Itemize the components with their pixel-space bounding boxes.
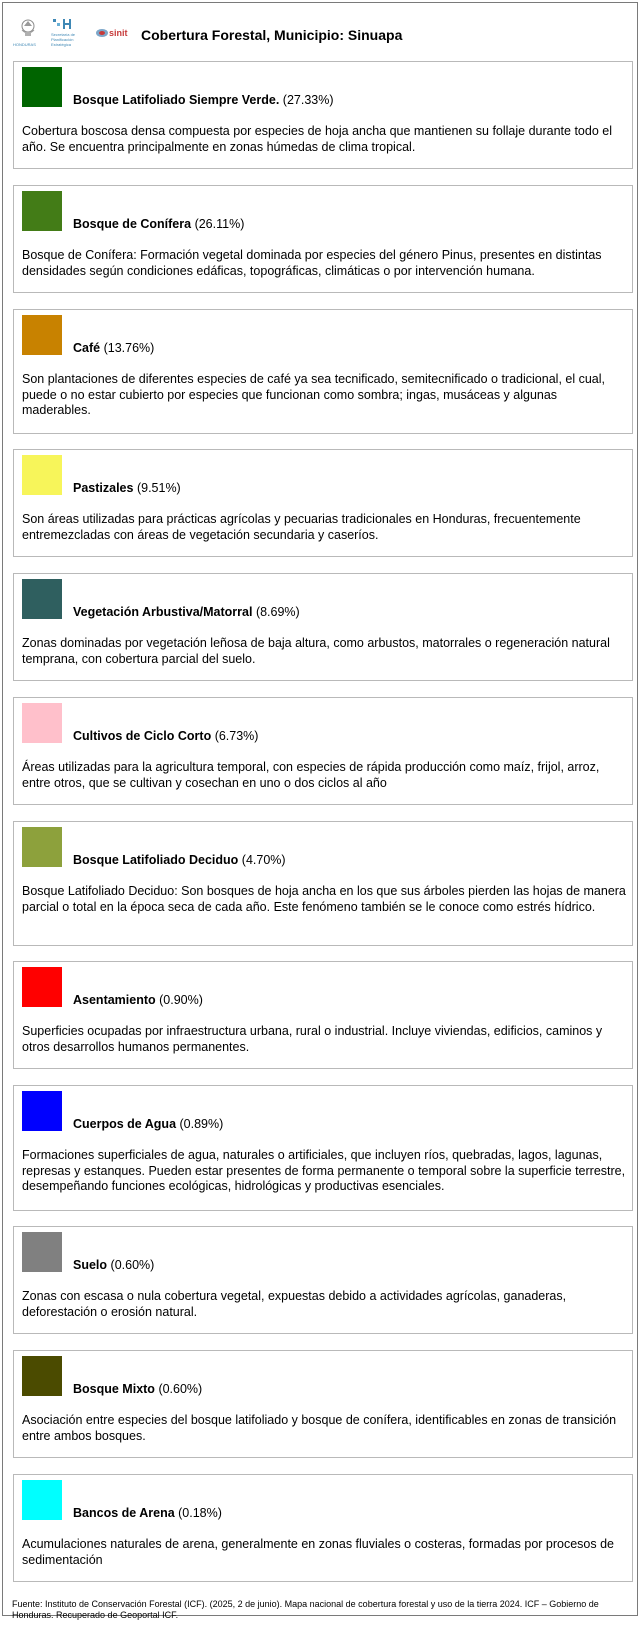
legend-item xyxy=(13,1226,633,1334)
legend-item xyxy=(13,1085,633,1211)
legend-item xyxy=(13,821,633,946)
sph-logo xyxy=(51,17,87,47)
legend-item-percent: (0.60%) xyxy=(158,1382,203,1396)
legend-item-percent: (6.73%) xyxy=(214,729,259,743)
legend-item-description: Bosque de Conífera: Formación vegetal dominada por especies del género Pinus, presentes en distintas densidades según condiciones edáficas, topográficas, climáticas o por intervención humana. xyxy=(22,248,602,278)
legend-item-name: Café xyxy=(73,341,101,355)
legend-item-name: Bosque Latifoliado Deciduo xyxy=(73,853,239,867)
legend-swatch xyxy=(22,1232,62,1272)
legend-item-title xyxy=(73,481,181,495)
legend-item-title xyxy=(73,853,286,867)
legend-item-description: Formaciones superficiales de agua, naturales o artificiales, que incluyen ríos, quebradas, lagos, lagunas, represas y estanques. Pueden estar presentes de forma permanente o temporal sobre la superficie terrestre, desempeñando funciones ecológicas, hidrológicas y productivas esenciales. xyxy=(22,1148,626,1194)
legend-item xyxy=(13,573,633,681)
legend-swatch xyxy=(22,315,62,355)
legend-item-percent: (13.76%) xyxy=(103,341,155,355)
legend-item xyxy=(13,697,633,805)
legend-swatch xyxy=(22,1480,62,1520)
legend-swatch xyxy=(22,579,62,619)
legend-item-title xyxy=(73,93,334,107)
legend-item xyxy=(13,185,633,293)
legend-swatch xyxy=(22,67,62,107)
legend-item-title xyxy=(73,1117,223,1131)
legend-swatch xyxy=(22,703,62,743)
legend-item xyxy=(13,961,633,1069)
legend-item-percent: (8.69%) xyxy=(255,605,300,619)
legend-item-name: Vegetación Arbustiva/Matorral xyxy=(73,605,253,619)
legend-swatch xyxy=(22,455,62,495)
legend-item-percent: (27.33%) xyxy=(282,93,334,107)
sph-logo-caption: Secretaría de Planificación Estratégica xyxy=(51,32,76,47)
legend-item-percent: (4.70%) xyxy=(241,853,286,867)
legend-item-title xyxy=(73,1506,222,1520)
legend-item-name: Asentamiento xyxy=(73,993,156,1007)
legend-item-title xyxy=(73,341,154,355)
legend-item-percent: (0.18%) xyxy=(178,1506,222,1520)
legend-item-description: Son plantaciones de diferentes especies de café ya sea tecnificado, semitecnificado o tradicional, el cual, puede o no estar cubierto por especies que funcionan como sombra; ingas, musáceas y algunas maderables. xyxy=(22,372,605,418)
legend-item-title xyxy=(73,993,203,1007)
legend-item-description: Cobertura boscosa densa compuesta por especies de hoja ancha que mantienen su follaje durante todo el año. Se encuentra principalmente en zonas húmedas de clima tropical. xyxy=(22,124,612,154)
legend-item-description: Asociación entre especies del bosque latifoliado y bosque de conífera, identificables en zonas de transición entre ambos bosques. xyxy=(22,1413,617,1443)
legend-item-percent: (9.51%) xyxy=(136,481,181,495)
legend-item xyxy=(13,1350,633,1458)
legend-item-description: Zonas dominadas por vegetación leñosa de baja altura, como arbustos, matorrales o regeneración natural temprana, con cobertura parcial del suelo. xyxy=(22,636,610,666)
legend-item-description: Acumulaciones naturales de arena, generalmente en zonas fluviales o costeras, formadas por procesos de sedimentación xyxy=(22,1537,615,1567)
legend-item-percent: (0.89%) xyxy=(179,1117,224,1131)
legend-swatch xyxy=(22,1091,62,1131)
legend-item-name: Bosque de Conífera xyxy=(73,217,192,231)
legend-item-description: Son áreas utilizadas para prácticas agrícolas y pecuarias tradicionales en Honduras, frecuentemente entremezcladas con áreas de vegetación secundaria y caseríos. xyxy=(22,512,581,542)
legend-swatch xyxy=(22,191,62,231)
legend-swatch xyxy=(22,1356,62,1396)
legend-item-name: Cultivos de Ciclo Corto xyxy=(73,729,212,743)
legend-item xyxy=(13,449,633,557)
legend-swatch xyxy=(22,967,62,1007)
page-title: Cobertura Forestal, Municipio: Sinuapa xyxy=(141,27,403,43)
legend-item-name: Cuerpos de Agua xyxy=(73,1117,177,1131)
legend-item-description: Superficies ocupadas por infraestructura urbana, rural o industrial. Incluye viviendas, edificios, caminos y otros desarrollos humanos permanentes. xyxy=(22,1024,603,1054)
header xyxy=(11,17,631,55)
legend-item xyxy=(13,309,633,434)
legend-swatch xyxy=(22,827,62,867)
legend-item-name: Bosque Latifoliado Siempre Verde. xyxy=(73,93,280,107)
legend-item-description: Bosque Latifoliado Deciduo: Son bosques de hoja ancha en los que sus árboles pierden las hojas de manera parcial o total en la época seca de cada año. Este fenómeno también se le conoce como estrés hídrico. xyxy=(22,884,626,914)
legend-item xyxy=(13,61,633,169)
legend-item-description: Zonas con escasa o nula cobertura vegetal, expuestas debido a actividades agrícolas, ganaderas, deforestación o erosión natural. xyxy=(22,1289,567,1319)
honduras-logo xyxy=(13,17,43,49)
legend-item-name: Bosque Mixto xyxy=(73,1382,155,1396)
legend-item-percent: (0.60%) xyxy=(110,1258,155,1272)
legend-item-name: Bancos de Arena xyxy=(73,1506,175,1520)
svg-text:sinit: sinit xyxy=(109,28,128,38)
legend-item-description: Áreas utilizadas para la agricultura temporal, con especies de rápida producción como maíz, frijol, arroz, entre otros, que se cultivan y cosechan en uno o dos ciclos al año xyxy=(22,760,600,790)
legend-item-title xyxy=(73,217,244,231)
legend-item-name: Suelo xyxy=(73,1258,108,1272)
legend-item-title xyxy=(73,1258,154,1272)
legend-item-title xyxy=(73,605,300,619)
legend-item-title xyxy=(73,1382,202,1396)
page-frame xyxy=(2,2,638,1620)
legend-item-title xyxy=(73,729,258,743)
legend-item-percent: (26.11%) xyxy=(194,217,245,231)
legend-item xyxy=(13,1474,633,1582)
sinit-logo xyxy=(95,25,133,41)
honduras-logo-caption: HONDURAS xyxy=(13,42,36,47)
source-footnote: Fuente: Instituto de Conservación Forestal (ICF). (2025, 2 de junio). Mapa nacional de cobertura forestal y uso de la tierra 2024. ICF – Gobierno de Honduras. Recuperado de Geoportal ICF. xyxy=(12,1599,599,1620)
legend-item-percent: (0.90%) xyxy=(159,993,203,1007)
legend-item-name: Pastizales xyxy=(73,481,134,495)
